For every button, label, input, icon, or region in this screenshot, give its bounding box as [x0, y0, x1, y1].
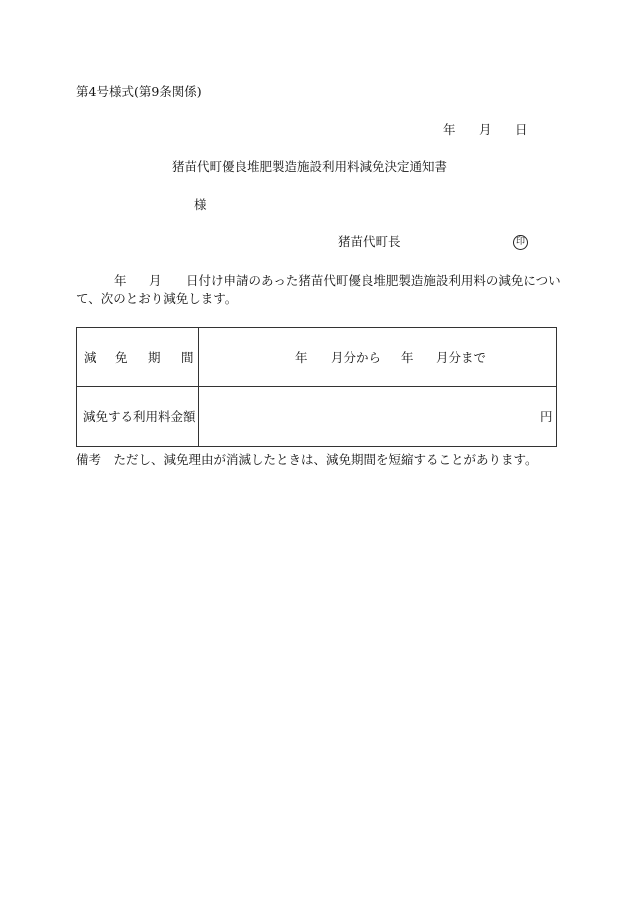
- period-label-char-2: 免: [115, 350, 128, 365]
- recipient-suffix: 様: [194, 197, 207, 212]
- period-label-char-3: 期: [148, 350, 161, 365]
- table-row-divider: [77, 386, 556, 387]
- period-from-year: 年: [295, 350, 308, 365]
- date-month-label: 月: [479, 122, 492, 137]
- reduction-table: [76, 327, 557, 447]
- seal-mark: 印: [513, 235, 528, 250]
- body-line-1: 日付け申請のあった猪苗代町優良堆肥製造施設利用料の減免につい: [186, 273, 561, 288]
- period-label-char-4: 間: [181, 350, 194, 365]
- body-month-label: 月: [149, 273, 162, 288]
- date-day-label: 日: [515, 122, 528, 137]
- body-line-2: て、次のとおり減免します。: [76, 291, 238, 306]
- remarks-note: 備考 ただし、減免理由が消滅したときは、減免期間を短縮することがあります。: [76, 452, 538, 467]
- period-from-month: 月分から: [331, 350, 382, 365]
- table-column-divider: [198, 328, 199, 446]
- document-title: 猪苗代町優良堆肥製造施設利用料減免決定通知書: [172, 159, 448, 174]
- form-number: 第4号様式(第9条関係): [76, 84, 202, 99]
- period-to-month: 月分まで: [436, 350, 487, 365]
- period-to-year: 年: [401, 350, 414, 365]
- period-label-char-1: 減: [84, 350, 97, 365]
- amount-unit: 円: [540, 409, 553, 424]
- body-year-label: 年: [114, 273, 127, 288]
- issuer-name: 猪苗代町長: [338, 234, 401, 249]
- amount-label: 減免する利用料金額: [83, 409, 196, 424]
- date-year-label: 年: [443, 122, 456, 137]
